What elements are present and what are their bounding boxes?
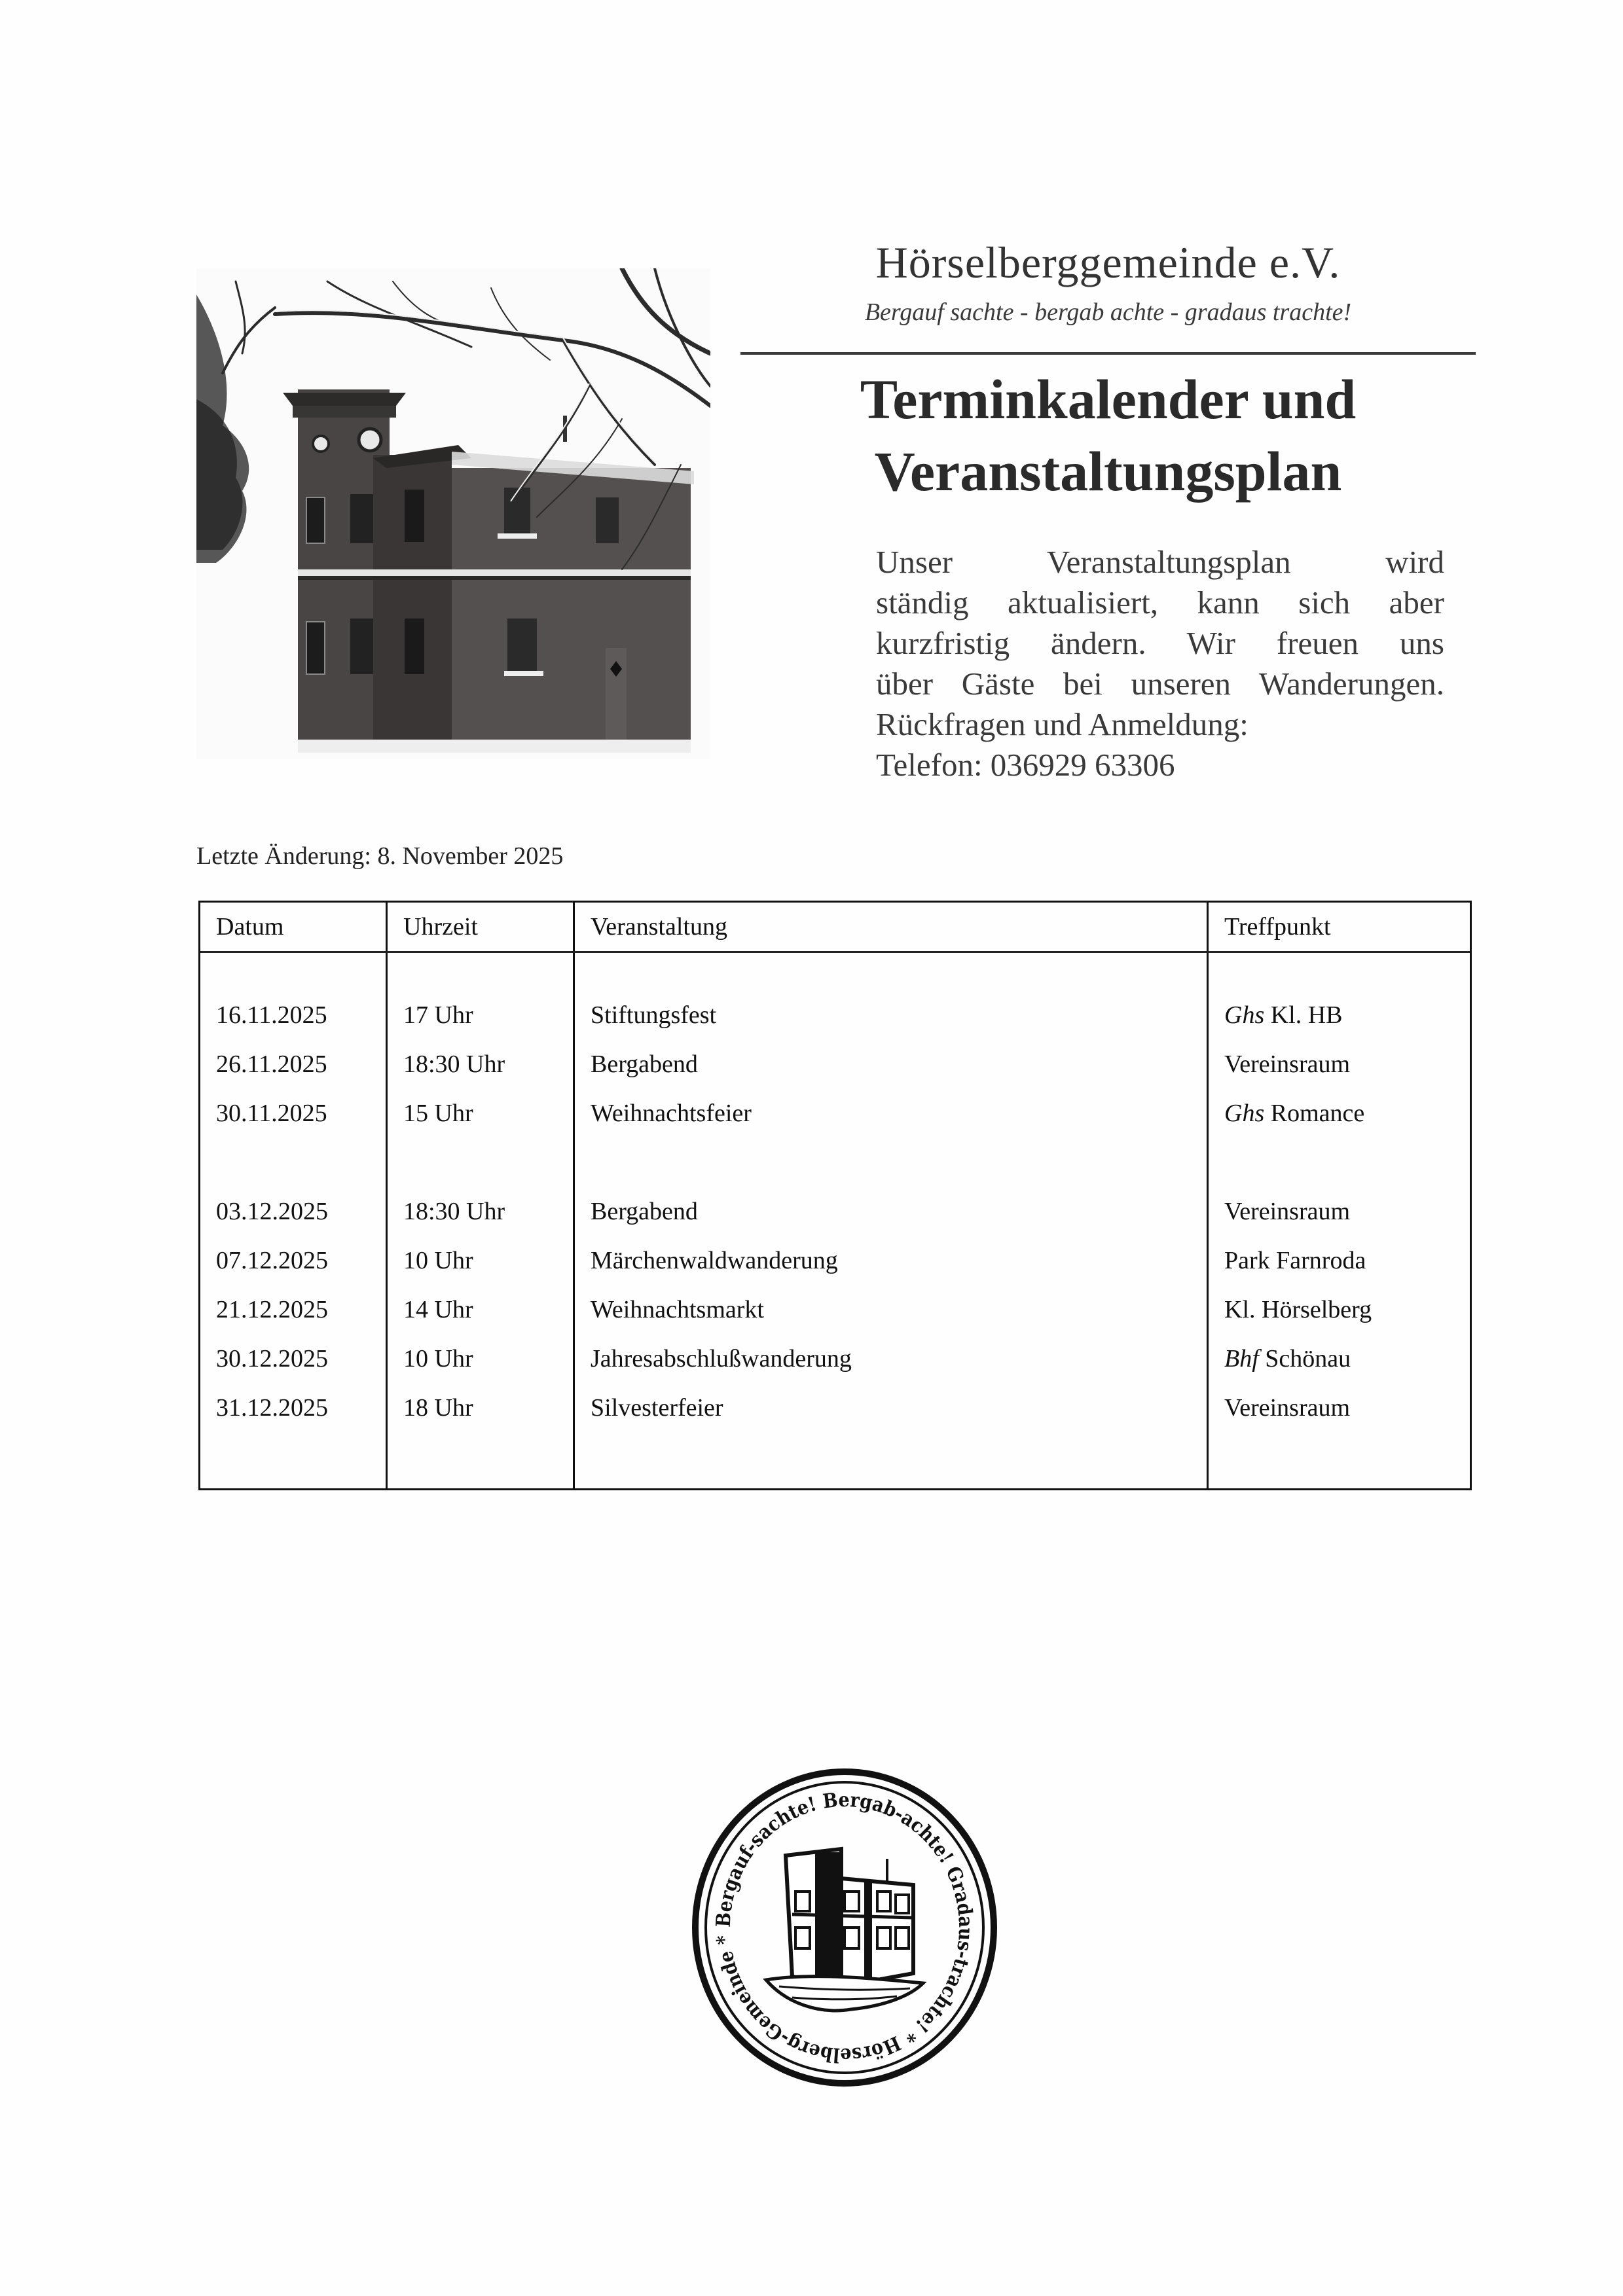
meeting-point-name: Romance (1270, 1100, 1365, 1127)
header-divider (200, 951, 1470, 953)
meeting-point-name: Vereinsraum (1224, 1050, 1351, 1078)
meeting-point-prefix: Ghs (1224, 1001, 1265, 1029)
cell-meeting-point (1224, 1246, 1366, 1275)
cell-meeting-point (1224, 1197, 1350, 1226)
column-divider (573, 903, 575, 1488)
cell-meeting-point (1224, 1393, 1350, 1422)
meeting-point-prefix: Bhf (1224, 1345, 1259, 1372)
cell-date: 26.11.2025 (216, 1050, 327, 1078)
club-seal (687, 1761, 1002, 2094)
cell-event: Märchenwaldwanderung (591, 1247, 838, 1274)
cell-event: Bergabend (591, 1198, 698, 1225)
cell-event: Stiftungsfest (591, 1001, 717, 1029)
motto: Bergauf sachte - bergab achte - gradaus trachte! (864, 298, 1352, 326)
intro-line: ständig aktualisiert, kann sich aber (876, 584, 1444, 620)
cell-meeting-point (1224, 1344, 1351, 1373)
meeting-point-name: Schönau (1265, 1345, 1351, 1372)
seal-text: Bergauf-sachte! Bergab-achte! Gradaus-trachte! * Hörselberg-Gemeinde * (712, 1788, 977, 2067)
column-header-datum: Datum (216, 913, 284, 941)
cell-date: 03.12.2025 (216, 1198, 328, 1225)
intro-line: Rückfragen und Anmeldung: (876, 706, 1249, 742)
intro-line: Unser Veranstaltungsplan wird (876, 544, 1444, 580)
cell-time: 10 Uhr (403, 1345, 473, 1372)
cell-time: 17 Uhr (403, 1001, 473, 1029)
cell-date: 30.11.2025 (216, 1100, 327, 1127)
cell-meeting-point (1224, 1001, 1343, 1030)
cell-event: Silvesterfeier (591, 1394, 723, 1422)
phone-number: Telefon: 036929 63306 (876, 747, 1175, 783)
meeting-point-name: Vereinsraum (1224, 1394, 1351, 1422)
column-header-veranstaltung: Veranstaltung (591, 913, 727, 941)
cell-meeting-point (1224, 1099, 1364, 1128)
title-line-2: Veranstaltungsplan (874, 440, 1342, 503)
cell-date: 16.11.2025 (216, 1001, 327, 1029)
cell-meeting-point (1224, 1295, 1372, 1324)
cell-date: 21.12.2025 (216, 1296, 328, 1323)
cell-event: Weihnachtsmarkt (591, 1296, 764, 1323)
meeting-point-name: Kl. Hörselberg (1224, 1296, 1372, 1323)
title-line-1: Terminkalender und (860, 368, 1357, 431)
cell-date: 07.12.2025 (216, 1247, 328, 1274)
column-divider (1207, 903, 1209, 1488)
cell-time: 18:30 Uhr (403, 1050, 505, 1078)
cell-time: 10 Uhr (403, 1247, 473, 1274)
clubhouse-photo (196, 268, 710, 759)
intro-line: kurzfristig ändern. Wir freuen uns (876, 625, 1444, 661)
cell-event: Jahresabschlußwanderung (591, 1345, 852, 1372)
cell-meeting-point (1224, 1050, 1350, 1079)
cell-date: 30.12.2025 (216, 1345, 328, 1372)
meeting-point-name: Kl. HB (1270, 1001, 1343, 1029)
column-header-uhrzeit: Uhrzeit (403, 913, 478, 941)
cell-time: 14 Uhr (403, 1296, 473, 1323)
intro-line: über Gäste bei unseren Wanderungen. (876, 666, 1444, 702)
cell-date: 31.12.2025 (216, 1394, 328, 1422)
intro-paragraph (876, 542, 1444, 785)
column-divider (386, 903, 388, 1488)
seal-building (766, 1849, 923, 2011)
cell-event: Weihnachtsfeier (591, 1100, 752, 1127)
column-header-treffpunkt: Treffpunkt (1224, 913, 1331, 941)
cell-event: Bergabend (591, 1050, 698, 1078)
meeting-point-name: Vereinsraum (1224, 1198, 1351, 1225)
organization-name: Hörselberggemeinde e.V. (875, 238, 1341, 287)
cell-time: 18 Uhr (403, 1394, 473, 1422)
cell-time: 15 Uhr (403, 1100, 473, 1127)
cell-time: 18:30 Uhr (403, 1198, 505, 1225)
meeting-point-prefix: Ghs (1224, 1100, 1265, 1127)
last-change-date: Letzte Änderung: 8. November 2025 (196, 842, 564, 870)
header-rule (740, 352, 1476, 355)
meeting-point-name: Park Farnroda (1224, 1247, 1366, 1274)
schedule-table (198, 901, 1472, 1490)
page-title (740, 363, 1476, 507)
